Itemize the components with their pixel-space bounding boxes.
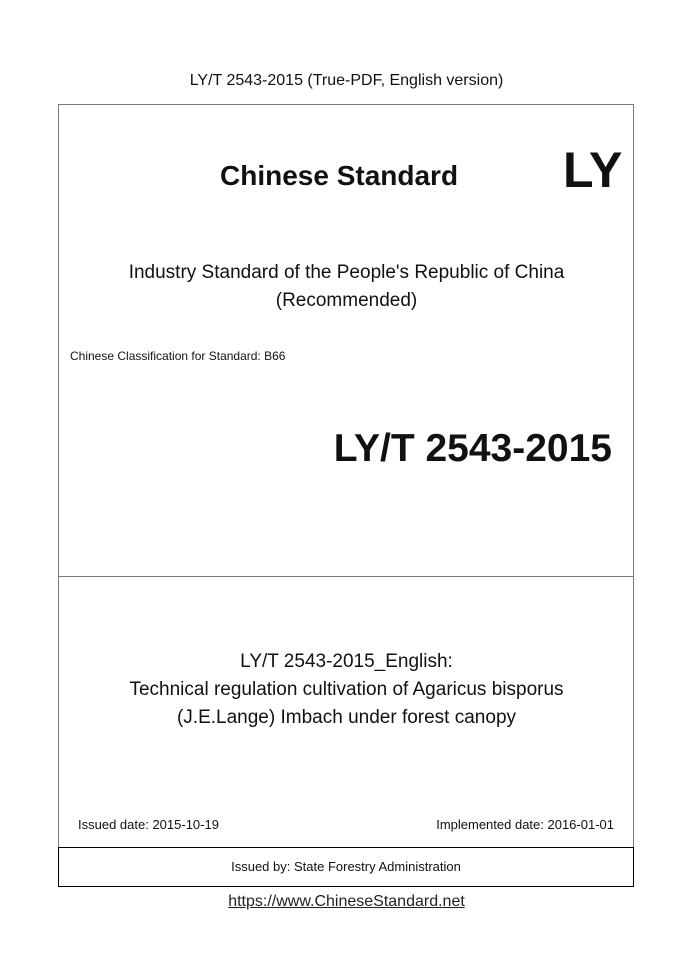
title-line-3: (J.E.Lange) Imbach under forest canopy xyxy=(176,707,517,728)
issued-date: Issued date: 2015-10-19 xyxy=(78,817,219,832)
title-line-2: Technical regulation cultivation of Agaricus bisporus xyxy=(129,679,564,700)
implemented-date: Implemented date: 2016-01-01 xyxy=(436,817,614,832)
classification: Chinese Classification for Standard: B66 xyxy=(70,349,286,363)
standard-label: Chinese Standard xyxy=(220,160,459,191)
standard-number: LY/T 2543-2015 xyxy=(333,427,612,470)
issued-by-box: Issued by: State Forestry Administration xyxy=(58,847,634,887)
website-link[interactable]: https://www.ChineseStandard.net xyxy=(228,893,465,910)
document-title xyxy=(0,648,693,732)
divider xyxy=(59,576,633,577)
ly-code: LY xyxy=(563,142,623,198)
industry-line-1: Industry Standard of the People's Republic of China xyxy=(128,262,565,283)
industry-line-2: (Recommended) xyxy=(275,290,418,311)
header-title: LY/T 2543-2015 (True-PDF, English version) xyxy=(189,72,504,89)
title-line-1: LY/T 2543-2015_English: xyxy=(240,651,453,672)
industry-heading xyxy=(0,259,693,315)
cover-frame xyxy=(58,104,634,886)
